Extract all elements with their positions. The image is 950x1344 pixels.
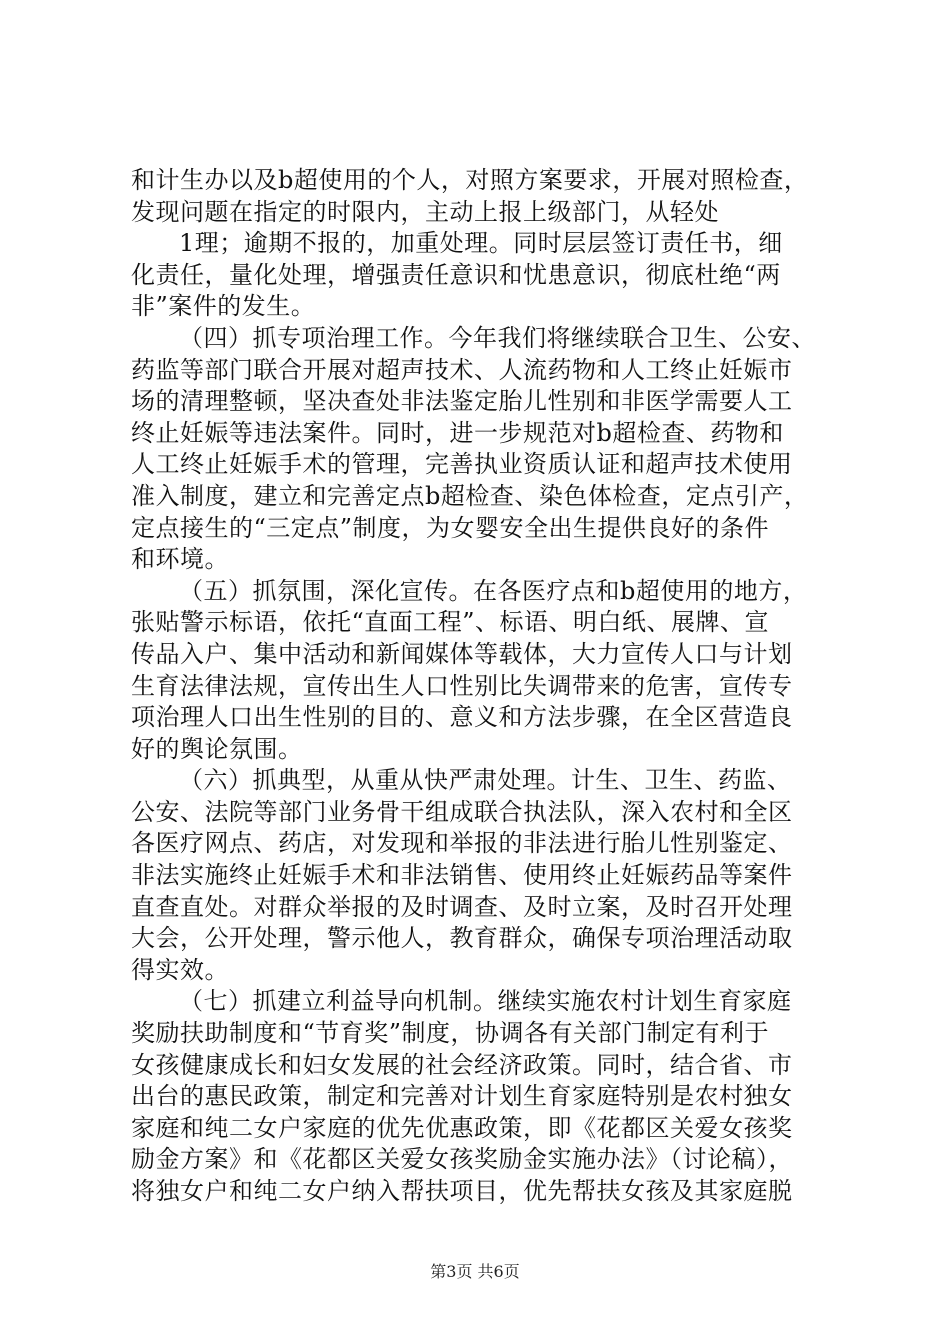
text-line: 奖励扶助制度和“节育奖”制度，协调各有关部门制定有利于 — [131, 1019, 770, 1048]
text-line: 终止妊娠等违法案件。同时，进一步规范对b超检查、药物和 — [131, 418, 784, 447]
text-line: 和环境。 — [131, 545, 229, 574]
text-line: 非法实施终止妊娠手术和非法销售、使用终止妊娠药品等案件 — [131, 861, 793, 890]
text-line: （四）抓专项治理工作。今年我们将继续联合卫生、公安、 — [179, 323, 816, 352]
text-line: 传品入户、集中活动和新闻媒体等载体，大力宣传人口与计划 — [131, 639, 793, 668]
text-line: 人工终止妊娠手术的管理，完善执业资质认证和超声技术使用 — [131, 450, 793, 479]
text-line: 家庭和纯二女户家庭的优先优惠政策，即《花都区关爱女孩奖 — [131, 1113, 793, 1142]
text-line: 张贴警示标语，依托“直面工程”、标语、明白纸、展牌、宣 — [131, 608, 770, 637]
text-line: 非”案件的发生。 — [131, 292, 316, 321]
text-line: （五）抓氛围，深化宣传。在各医疗点和b超使用的地方， — [179, 576, 808, 605]
text-line: 1理；逾期不报的，加重处理。同时层层签订责任书，细 — [179, 229, 783, 258]
text-line: 将独女户和纯二女户纳入帮扶项目，优先帮扶女孩及其家庭脱 — [131, 1177, 793, 1205]
text-line: 得实效。 — [131, 955, 229, 984]
text-line: 出台的惠民政策，制定和完善对计划生育家庭特别是农村独女 — [131, 1082, 793, 1111]
text-line: 励金方案》和《花都区关爱女孩奖励金实施办法》（讨论稿）， — [131, 1145, 793, 1174]
text-line: （六）抓典型，从重从快严肃处理。计生、卫生、药监、 — [179, 766, 792, 795]
text-line: 场的清理整顿，坚决查处非法鉴定胎儿性别和非医学需要人工 — [131, 387, 793, 416]
text-line: 各医疗网点、药店，对发现和举报的非法进行胎儿性别鉴定、 — [131, 829, 793, 858]
text-line: 和计生办以及b超使用的个人，对照方案要求，开展对照检查， — [131, 166, 809, 194]
text-line: 项治理人口出生性别的目的、意义和方法步骤，在全区营造良 — [131, 703, 793, 732]
document-body — [131, 165, 831, 1208]
text-line: 定点接生的“三定点”制度，为女婴安全出生提供良好的条件 — [131, 513, 770, 542]
text-line: 生育法律法规，宣传出生人口性别比失调带来的危害，宣传专 — [131, 671, 793, 700]
text-line: 准入制度，建立和完善定点b超检查、染色体检查，定点引产， — [131, 481, 809, 510]
text-line: （七）抓建立利益导向机制。继续实施农村计划生育家庭 — [179, 987, 792, 1016]
text-line: 好的舆论氛围。 — [131, 734, 303, 763]
text-line: 公安、法院等部门业务骨干组成联合执法队，深入农村和全区 — [131, 797, 793, 826]
text-line: 药监等部门联合开展对超声技术、人流药物和人工终止妊娠市 — [131, 355, 793, 384]
text-line: 化责任，量化处理，增强责任意识和忧患意识，彻底杜绝“两 — [131, 260, 781, 289]
text-line: 直查直处。对群众举报的及时调查、及时立案，及时召开处理 — [131, 892, 793, 921]
text-line: 女孩健康成长和妇女发展的社会经济政策。同时，结合省、市 — [131, 1050, 793, 1079]
text-line: 大会，公开处理，警示他人，教育群众，确保专项治理活动取 — [131, 924, 793, 953]
page-footer: 第3页 共6页 — [430, 1262, 520, 1281]
text-line: 发现问题在指定的时限内，主动上报上级部门，从轻处 — [131, 197, 719, 226]
